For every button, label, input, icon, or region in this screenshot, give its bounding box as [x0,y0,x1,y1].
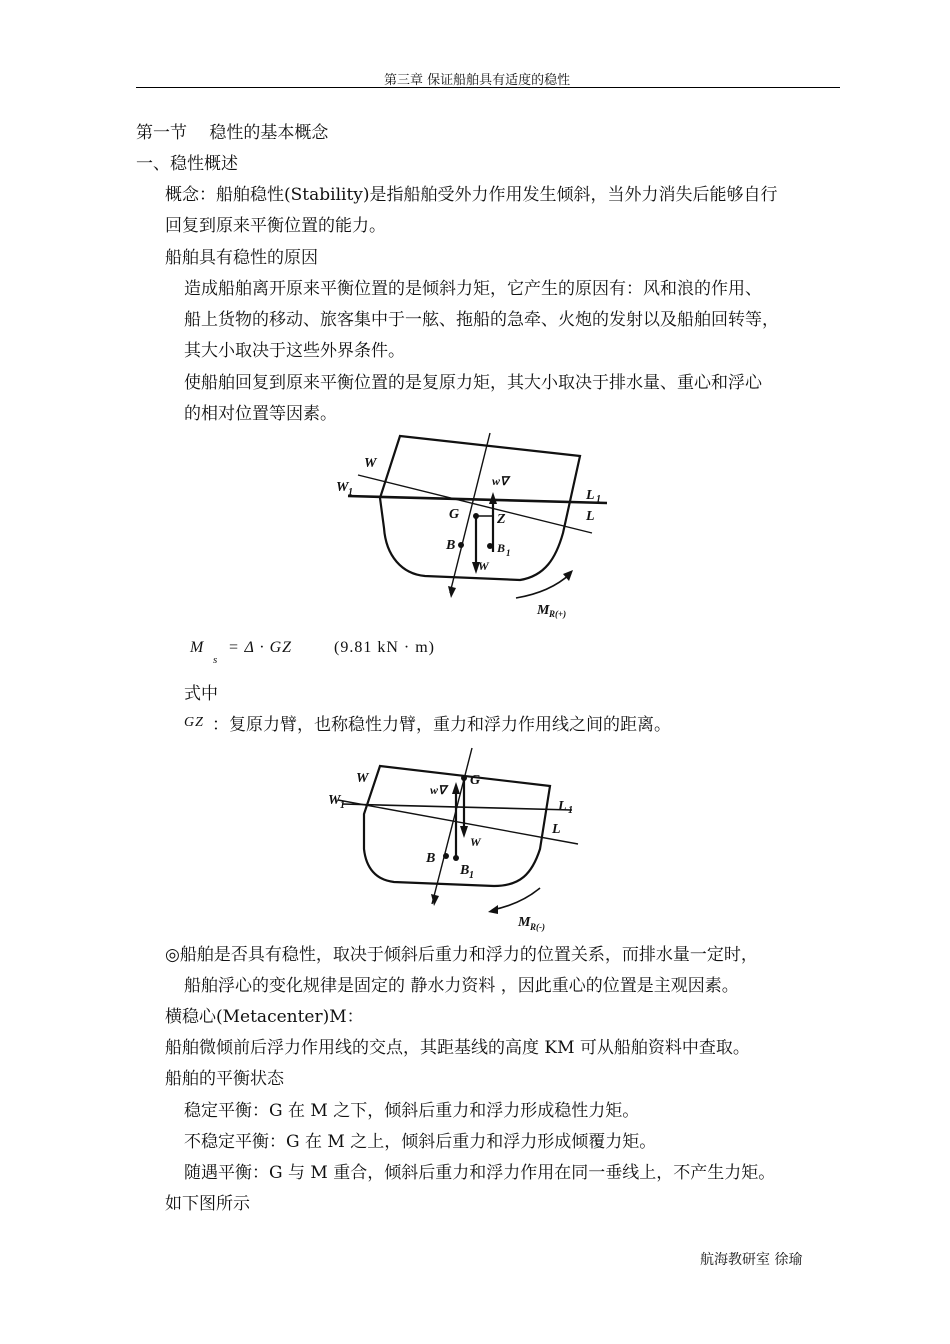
note-line-1: ◎船舶是否具有稳性，取决于倾斜后重力和浮力的位置关系，而排水量一定时， [165,945,758,965]
moment-arc [492,888,540,910]
fig2-label-w: W [356,771,369,786]
fig2-label-moment-sub: R(-) [530,922,545,932]
subsection-title: 一、稳性概述 [136,154,238,174]
fig2-label-wv: w∇ [430,783,447,797]
reason-p2-line-2: 的相对位置等因素。 [184,404,337,424]
fig1-label-b: B [446,538,456,553]
fig2-label-moment: M [518,915,531,930]
unstable-equilibrium: 不稳定平衡：G 在 M 之上，倾斜后重力和浮力形成倾覆力矩。 [184,1132,657,1152]
formula-lhs-sub: s [213,654,219,666]
fig2-label-b: B [426,851,436,866]
header-rule [136,87,840,88]
formula-unit: (9.81 kN · m) [334,639,435,656]
formula-rhs: = Δ · GZ [228,639,293,656]
fig1-label-weight: W [478,559,489,573]
fig1-label-l1-sub: 1 [596,494,601,505]
capsizing-moment-diagram [322,744,592,934]
fig1-label-moment-sub: R(+) [549,609,567,619]
fig1-label-l1: L [586,488,595,503]
note-line-2: 船舶浮心的变化规律是固定的 静水力资料 ，因此重心的位置是主观因素。 [184,976,739,996]
neutral-equilibrium: 随遇平衡：G 与 M 重合，倾斜后重力和浮力作用在同一垂线上，不产生力矩。 [184,1163,776,1183]
reason-p1-line-1: 造成船舶离开原来平衡位置的是倾斜力矩，它产生的原因有：风和浪的作用、 [184,279,762,299]
fig1-label-b1-sub: 1 [506,548,511,558]
fig1-label-wv: w∇ [492,474,509,488]
stable-equilibrium: 稳定平衡：G 在 M 之下，倾斜后重力和浮力形成稳性力矩。 [184,1101,640,1121]
fig1-label-z: Z [497,512,506,527]
reason-p1-line-2: 船上货物的移动、旅客集中于一舷、拖船的急牵、火炮的发射以及船舶回转等， [184,310,779,330]
moment-arc [516,574,570,598]
fig1-label-w1-sub: 1 [348,487,353,498]
fig2-label-w1-sub: 1 [340,800,345,811]
fig2-label-l1-sub: 1 [568,805,573,816]
fig1-label-w: W [364,456,377,471]
reason-p1-line-3: 其大小取决于这些外界条件。 [184,341,405,361]
concept-line-2: 回复到原来平衡位置的能力。 [165,216,386,236]
fig2-label-weight: W [470,835,481,849]
section-title: 第一节 稳性的基本概念 [136,123,329,143]
waterline-w1l1 [348,496,607,503]
running-header: 第三章 保证船舶具有适度的稳性 [384,73,571,88]
fig2-label-g: G [470,773,481,788]
figure-caption: 如下图所示 [165,1194,250,1214]
where-label: 式中 [184,684,218,704]
reason-p2-line-1: 使船舶回复到原来平衡位置的是复原力矩，其大小取决于排水量、重心和浮心 [184,373,762,393]
fig2-label-l: L [552,822,561,837]
righting-moment-diagram [330,428,620,628]
gz-description: ：复原力臂，也称稳性力臂，重力和浮力作用线之间的距离。 [212,715,671,735]
running-footer: 航海教研室 徐瑜 [700,1252,803,1268]
fig2-label-b1: B [460,863,470,878]
fig1-label-b1: B [497,541,506,555]
fig1-label-g: G [449,507,460,522]
reason-title: 船舶具有稳性的原因 [165,248,318,268]
equilibrium-title: 船舶的平衡状态 [165,1069,284,1089]
metacenter-description: 船舶微倾前后浮力作用线的交点，其距基线的高度 KM 可从船舶资料中查取。 [165,1038,750,1058]
fig2-label-b1-sub: 1 [469,870,474,881]
metacenter-title: 横稳心(Metacenter)M： [165,1007,364,1027]
fig1-label-l: L [586,509,595,524]
fig2-label-l1: L [558,799,567,814]
concept-line-1: 概念：船舶稳性(Stability)是指船舶受外力作用发生倾斜，当外力消失后能够自行 [165,185,778,205]
fig1-label-moment: M [537,603,550,618]
fig1-label-w1: W [336,480,349,495]
gz-symbol: GZ [184,715,204,730]
fig2-label-w1: W [328,793,341,808]
formula-lhs: M [190,639,205,656]
